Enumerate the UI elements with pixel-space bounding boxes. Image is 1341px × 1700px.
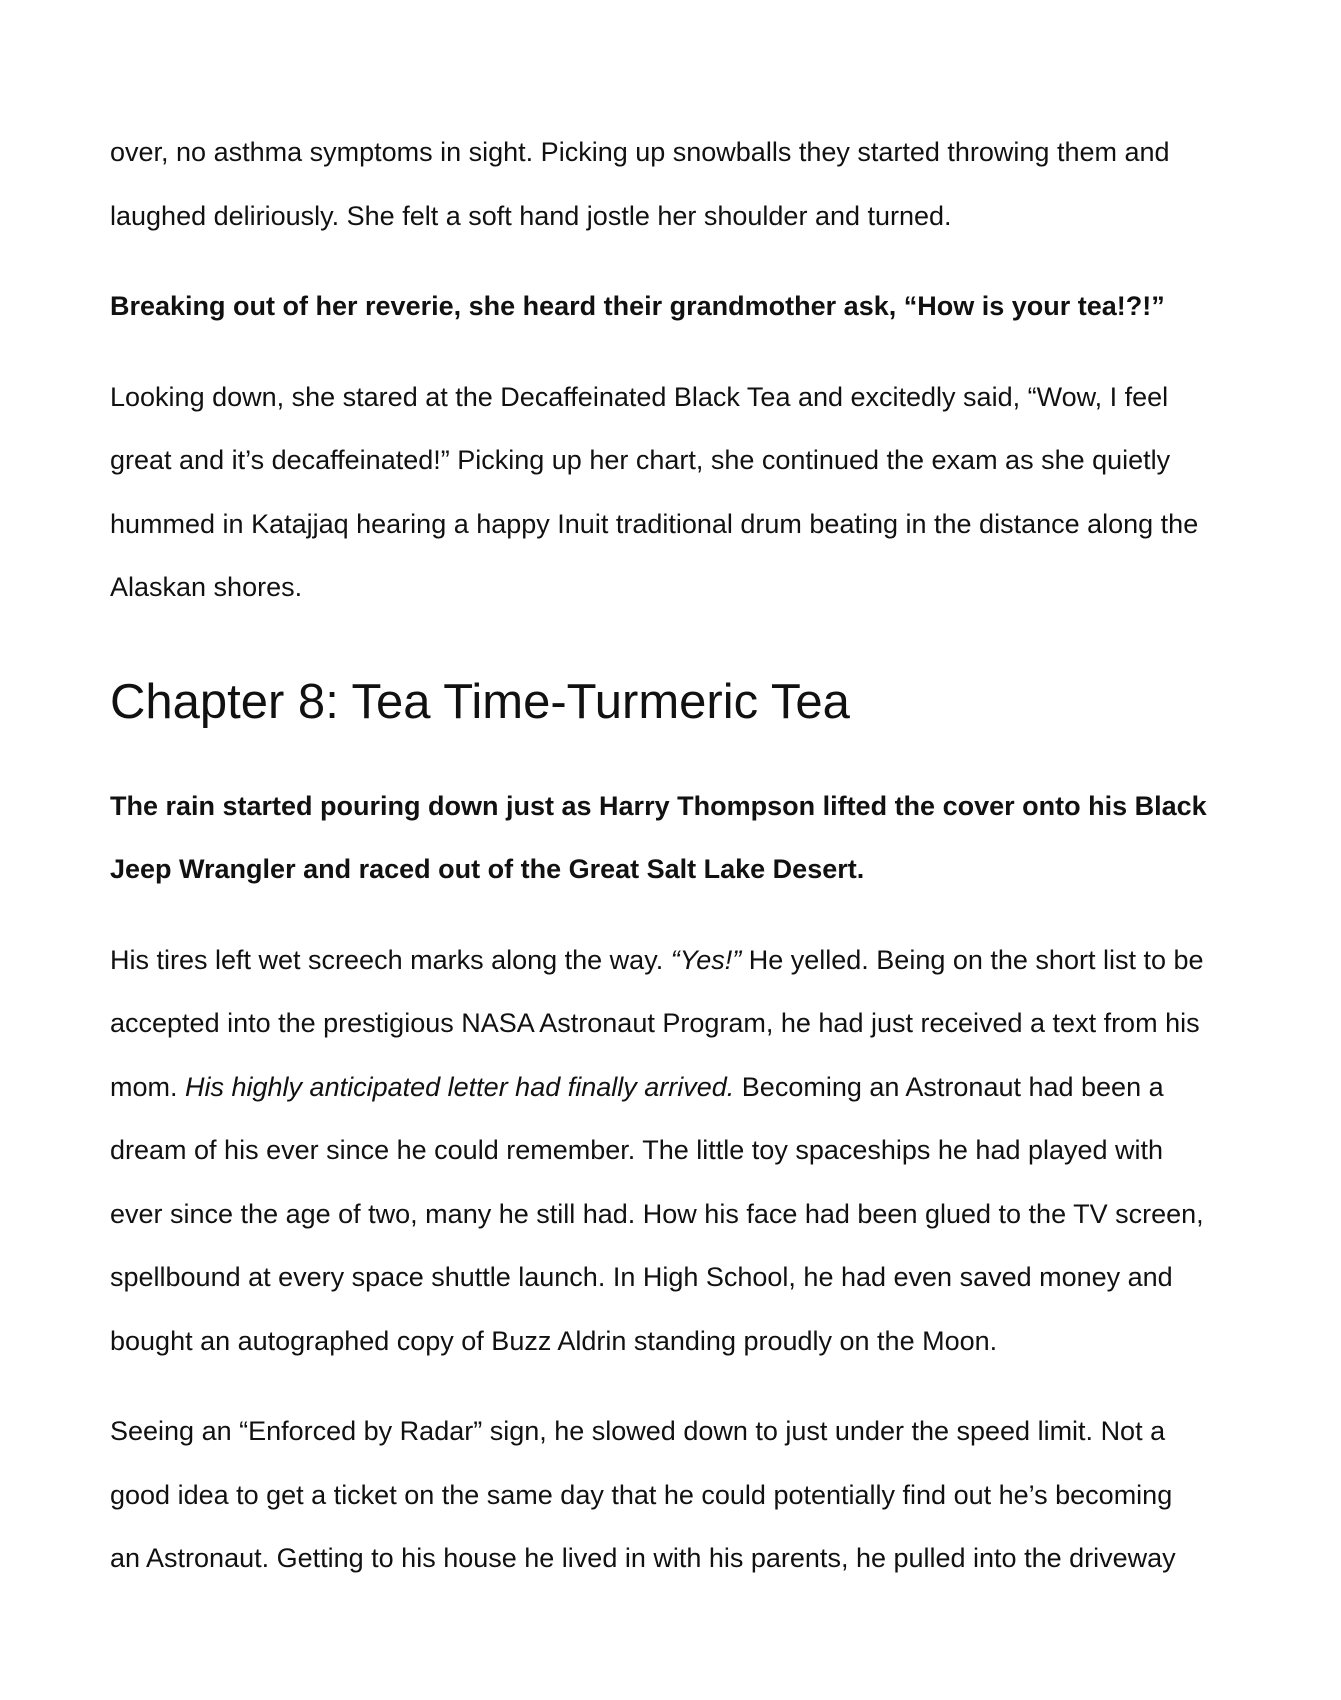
text-run: He yelled. Being on the short list to be: [741, 944, 1204, 975]
italic-text: “Yes!”: [670, 944, 742, 975]
text-line: Breaking out of her reverie, she heard their grandmother ask, “How is your tea!?!”: [110, 291, 1165, 321]
text-run: mom.: [110, 1071, 186, 1102]
text-line: laughed deliriously. She felt a soft hand jostle her shoulder and turned.: [110, 200, 952, 231]
chapter-heading: Chapter 8: Tea Time-Turmeric Tea: [110, 674, 850, 729]
text-line: spellbound at every space shuttle launch. In High School, he had even saved money and: [110, 1262, 1173, 1292]
paragraph-snowballs: [110, 121, 1250, 248]
text-line: great and it’s decaffeinated!” Picking up her chart, she continued the exam as she quietly: [110, 445, 1171, 475]
paragraph-rain: [110, 775, 1250, 902]
text-line: [110, 929, 1250, 993]
text-line: ever since the age of two, many he still had. How his face had been glued to the TV screen,: [110, 1198, 1204, 1229]
document-page: [110, 121, 1250, 1591]
paragraph-grandmother: [110, 275, 1250, 339]
text-line: Looking down, she stared at the Decaffeinated Black Tea and excitedly said, “Wow, I feel: [110, 381, 1169, 412]
text-line: [110, 1056, 1250, 1120]
text-line: an Astronaut. Getting to his house he lived in with his parents, he pulled into the driveway: [110, 1543, 1176, 1573]
text-line: hummed in Katajjaq hearing a happy Inuit traditional drum beating in the distance along the: [110, 508, 1199, 539]
text-line: dream of his ever since he could remember. The little toy spaceships he had played with: [110, 1135, 1164, 1165]
text-line: good idea to get a ticket on the same day that he could potentially find out he’s becoming: [110, 1479, 1173, 1510]
text-line: Alaskan shores.: [110, 572, 303, 602]
text-line: over, no asthma symptoms in sight. Picking up snowballs they started throwing them and: [110, 137, 1170, 167]
paragraph-decaf-tea: [110, 366, 1250, 620]
text-line: The rain started pouring down just as Harry Thompson lifted the cover onto his Black: [110, 790, 1207, 821]
text-line: Seeing an “Enforced by Radar” sign, he slowed down to just under the speed limit. Not a: [110, 1416, 1166, 1446]
text-line: bought an autographed copy of Buzz Aldrin standing proudly on the Moon.: [110, 1325, 998, 1356]
italic-text: His highly anticipated letter had finally arrived.: [185, 1071, 735, 1102]
text-line: accepted into the prestigious NASA Astronaut Program, he had just received a text from his: [110, 1008, 1200, 1038]
paragraph-radar: [110, 1400, 1250, 1591]
paragraph-astronaut: [110, 929, 1250, 1374]
text-line: Jeep Wrangler and raced out of the Great Salt Lake Desert.: [110, 854, 865, 884]
text-run: Becoming an Astronaut had been a: [734, 1071, 1164, 1102]
text-run: His tires left wet screech marks along the way.: [110, 944, 671, 975]
